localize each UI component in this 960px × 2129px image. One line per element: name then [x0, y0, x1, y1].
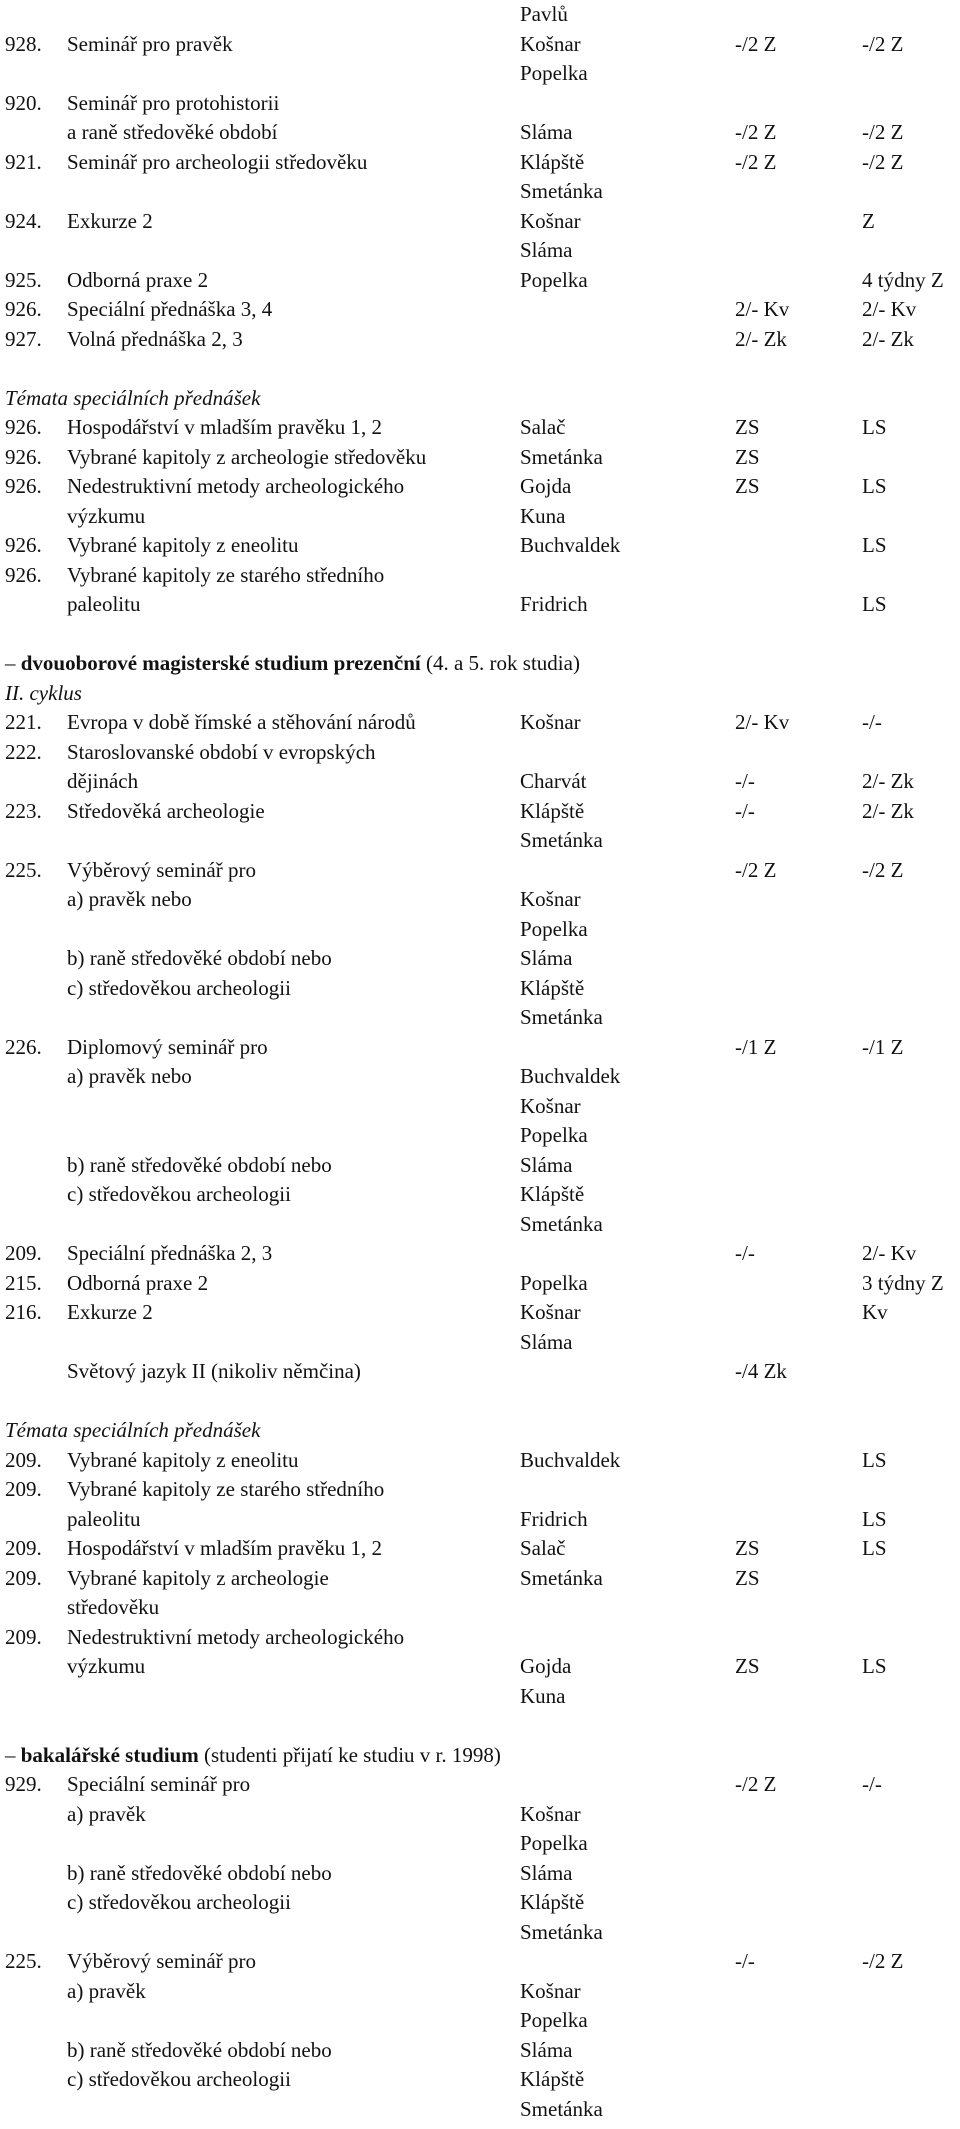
lecturer: Sláma [520, 946, 573, 970]
course-line [0, 1093, 960, 1126]
lecturer: Sláma [520, 1152, 573, 1177]
lecturer: Klápště [520, 798, 585, 823]
winter-term: -/- [735, 798, 755, 823]
lecturer: Buchvaldek [520, 1447, 621, 1472]
course-title: Odborná praxe 2 [67, 267, 209, 292]
study-program-heading [0, 653, 960, 683]
course-title: středověku [67, 1595, 160, 1619]
summer-term: 2/- Kv [862, 1241, 917, 1265]
course-title: c) středověkou archeologii [67, 2067, 291, 2091]
course-line [0, 4, 960, 34]
course-title: Vybrané kapitoly z archeologie středověku [67, 444, 427, 469]
winter-term: -/- [735, 769, 755, 793]
lecturer: Sláma [520, 1329, 573, 1354]
winter-term: 2/- Kv [735, 710, 790, 734]
course-number: 926. [5, 474, 42, 498]
course-line [0, 1034, 960, 1067]
course-title: paleolitu [67, 592, 141, 616]
course-number: 926. [5, 415, 42, 439]
course-number: 926. [5, 562, 42, 587]
lecturer: Popelka [520, 916, 588, 941]
course-title: Speciální přednáška 3, 4 [67, 297, 273, 321]
course-line [0, 503, 960, 536]
summer-term: -/2 Z [862, 120, 904, 144]
summer-term: -/2 Z [862, 1949, 904, 1973]
study-program-note: (studenti přijatí ke studiu v r. 1998) [198, 1742, 501, 1767]
course-line [0, 1211, 960, 1244]
course-line [0, 2069, 960, 2099]
course-line [0, 1270, 960, 1303]
course-line [0, 1656, 960, 1686]
lecturer: Smetánka [520, 1565, 603, 1590]
winter-term: -/2 Z [735, 120, 777, 144]
course-number: 920. [5, 90, 42, 115]
summer-term: 2/- Kv [862, 297, 917, 321]
course-line [0, 1506, 960, 1539]
course-line [0, 2037, 960, 2070]
lecturer: Fridrich [520, 1506, 588, 1531]
course-title: Staroslovanské období v evropských [67, 739, 376, 764]
course-title: a) pravěk [67, 1801, 146, 1826]
summer-term: -/1 Z [862, 1034, 904, 1059]
course-number: 929. [5, 1772, 42, 1796]
summer-term: -/2 Z [862, 857, 904, 882]
summer-term: 2/- Zk [862, 798, 914, 823]
course-line [0, 830, 960, 860]
study-program-name: dvouoborové magisterské studium prezenční [20, 651, 421, 675]
summer-term: 2/- Zk [862, 326, 914, 351]
course-line [0, 1860, 960, 1893]
course-title: Speciální přednáška 2, 3 [67, 1241, 273, 1265]
course-line [0, 1243, 960, 1273]
course-title: Seminář pro pravěk [67, 31, 233, 56]
course-title: b) raně středověké období nebo [67, 1860, 332, 1885]
course-line [0, 1978, 960, 2011]
course-line [0, 975, 960, 1008]
course-line [0, 181, 960, 211]
lecturer: Košnar [520, 208, 581, 233]
course-number: 216. [5, 1300, 42, 1324]
course-title: paleolitu [67, 1506, 141, 1531]
course-number: 215. [5, 1270, 42, 1295]
course-line [0, 1624, 960, 1657]
course-line [0, 149, 960, 182]
winter-term: -/1 Z [735, 1034, 777, 1059]
course-line [0, 889, 960, 919]
course-line [0, 594, 960, 624]
course-number: 222. [5, 739, 42, 764]
course-title: Vybrané kapitoly z archeologie [67, 1565, 329, 1590]
winter-term: -/2 Z [735, 149, 777, 174]
course-title: Vybrané kapitoly ze starého středního [67, 1477, 385, 1501]
lecturer: Popelka [520, 2008, 588, 2032]
lecturer: Smetánka [520, 179, 603, 203]
lecturer: Salač [520, 415, 566, 439]
winter-term: ZS [735, 474, 760, 498]
lecturer: Smetánka [520, 828, 603, 852]
course-line [0, 739, 960, 772]
course-title: c) středověkou archeologii [67, 975, 291, 1000]
course-line [0, 122, 960, 152]
course-title: a) pravěk nebo [67, 1064, 192, 1088]
course-line [0, 1361, 960, 1391]
course-line [0, 63, 960, 93]
section-title-line [0, 1420, 960, 1450]
winter-term: -/- [735, 1949, 755, 1973]
lecturer: Smetánka [520, 444, 603, 469]
summer-term: LS [862, 474, 887, 498]
course-line [0, 1184, 960, 1214]
summer-term: Kv [862, 1300, 888, 1324]
course-line [0, 326, 960, 359]
course-title: c) středověkou archeologii [67, 1890, 291, 1914]
section-title-line [0, 680, 960, 713]
lecturer: Sláma [520, 1860, 573, 1885]
lecturer: Sláma [520, 2037, 573, 2062]
lecturer: Popelka [520, 1123, 588, 1147]
course-number: 926. [5, 297, 42, 321]
winter-term: -/2 Z [735, 1772, 777, 1796]
course-title: Vybrané kapitoly ze starého středního [67, 562, 385, 587]
course-line [0, 417, 960, 447]
course-number: 926. [5, 444, 42, 469]
course-line [0, 1683, 960, 1716]
course-number: 226. [5, 1034, 42, 1059]
lecturer: Popelka [520, 267, 588, 292]
lecturer: Klápště [520, 1890, 585, 1914]
lecturer: Buchvaldek [520, 1064, 621, 1088]
course-number: 209. [5, 1624, 42, 1649]
lecturer: Košnar [520, 1978, 581, 2003]
course-line [0, 1447, 960, 1480]
section-title: II. cyklus [5, 680, 82, 705]
course-line [0, 1125, 960, 1155]
summer-term: 4 týdny Z [862, 267, 944, 292]
lecturer: Popelka [520, 1270, 588, 1295]
course-title: Evropa v době římské a stěhování národů [67, 710, 416, 734]
lecturer: Košnar [520, 887, 581, 911]
lecturer: Popelka [520, 1831, 588, 1855]
summer-term: LS [862, 1654, 887, 1678]
course-line [0, 771, 960, 801]
course-title: a) pravěk nebo [67, 887, 192, 911]
winter-term: -/4 Zk [735, 1359, 787, 1383]
course-title: výzkumu [67, 1654, 146, 1678]
course-line [0, 1951, 960, 1981]
course-number: 223. [5, 798, 42, 823]
lecturer: Košnar [520, 1093, 581, 1118]
winter-term: ZS [735, 1536, 760, 1560]
course-line [0, 1066, 960, 1096]
course-line [0, 948, 960, 978]
lecturer: Klápště [520, 1182, 585, 1206]
summer-term: LS [862, 1447, 887, 1472]
summer-term: 3 týdny Z [862, 1270, 944, 1295]
course-title: Vybrané kapitoly z eneolitu [67, 533, 299, 557]
lecturer: Gojda [520, 474, 572, 498]
summer-term: LS [862, 415, 887, 439]
lecturer: Košnar [520, 1300, 581, 1324]
course-line [0, 1892, 960, 1922]
course-line [0, 240, 960, 270]
summer-term: LS [862, 1506, 887, 1531]
course-title: Středověká archeologie [67, 798, 265, 823]
course-number: 924. [5, 208, 42, 233]
lecturer: Fridrich [520, 592, 588, 616]
section-title: Témata speciálních přednášek [5, 385, 261, 410]
course-line [0, 90, 960, 123]
course-title: a) pravěk [67, 1978, 146, 2003]
course-title: dějinách [67, 769, 139, 793]
summer-term: -/2 Z [862, 149, 904, 174]
course-title: Exkurze 2 [67, 1300, 153, 1324]
course-line [0, 2096, 960, 2129]
lecturer: Smetánka [520, 2096, 603, 2121]
course-line [0, 2010, 960, 2040]
course-title: Diplomový seminář pro [67, 1034, 268, 1059]
study-program-heading [0, 1742, 960, 1775]
winter-term: 2/- Zk [735, 326, 787, 351]
course-line [0, 535, 960, 565]
course-line [0, 299, 960, 329]
lecturer: Buchvaldek [520, 533, 621, 557]
section-title-line [0, 385, 960, 418]
course-title: Seminář pro protohistorii [67, 90, 280, 115]
winter-term: -/- [735, 1241, 755, 1265]
course-line [0, 712, 960, 742]
winter-term: 2/- Kv [735, 297, 790, 321]
course-title: c) středověkou archeologii [67, 1182, 291, 1206]
lecturer: Kuna [520, 1683, 566, 1708]
summer-term: -/- [862, 710, 882, 734]
summer-term: -/2 Z [862, 31, 904, 56]
course-line [0, 267, 960, 300]
course-number: 925. [5, 267, 42, 292]
summer-term: LS [862, 1536, 887, 1560]
winter-term: ZS [735, 415, 760, 439]
lecturer: Košnar [520, 710, 581, 734]
lecturer: Gojda [520, 1654, 572, 1678]
course-line [0, 1302, 960, 1332]
course-line [0, 208, 960, 241]
course-line [0, 476, 960, 506]
course-number: 927. [5, 326, 42, 351]
lecturer: Salač [520, 1536, 566, 1560]
lecturer: Košnar [520, 31, 581, 56]
lecturer: Kuna [520, 503, 566, 528]
course-line [0, 1152, 960, 1185]
course-number: 225. [5, 857, 42, 882]
course-title: b) raně středověké období nebo [67, 1152, 332, 1177]
course-line [0, 1774, 960, 1804]
course-number: 928. [5, 31, 42, 56]
course-title: b) raně středověké období nebo [67, 2037, 332, 2062]
heading-dash: – [5, 651, 21, 675]
course-line [0, 1538, 960, 1568]
winter-term: ZS [735, 444, 760, 469]
lecturer: Sláma [520, 120, 573, 144]
course-number: 209. [5, 1565, 42, 1590]
lecturer: Košnar [520, 1801, 581, 1826]
course-title: Výběrový seminář pro [67, 1949, 256, 1973]
study-program-heading-text [5, 1742, 501, 1767]
course-number: 225. [5, 1949, 42, 1973]
lecturer: Klápště [520, 149, 585, 174]
winter-term: -/2 Z [735, 857, 777, 882]
heading-dash: – [5, 1742, 21, 1767]
course-line [0, 562, 960, 595]
summer-term: -/- [862, 1772, 882, 1796]
study-program-name: bakalářské studium [20, 1742, 199, 1767]
course-number: 926. [5, 533, 42, 557]
course-line [0, 1479, 960, 1509]
course-line [0, 916, 960, 949]
lecturer: Smetánka [520, 1005, 603, 1029]
winter-term: ZS [735, 1565, 760, 1590]
course-title: Výběrový seminář pro [67, 857, 256, 882]
summer-term: LS [862, 533, 887, 557]
course-title: Světový jazyk II (nikoliv němčina) [67, 1359, 361, 1383]
summer-term: 2/- Zk [862, 769, 914, 793]
study-program-note: (4. a 5. rok studia) [420, 651, 580, 675]
course-title: Seminář pro archeologii středověku [67, 149, 368, 174]
lecturer: Charvát [520, 769, 587, 793]
lecturer: Sláma [520, 238, 573, 262]
lecturer: Klápště [520, 2067, 585, 2091]
course-title: Vybrané kapitoly z eneolitu [67, 1447, 299, 1472]
summer-term: LS [862, 592, 887, 616]
summer-term: Z [862, 208, 875, 233]
course-line [0, 1833, 960, 1863]
course-line [0, 857, 960, 890]
course-title: Hospodářství v mladším pravěku 1, 2 [67, 1536, 382, 1560]
course-line [0, 1565, 960, 1598]
course-line [0, 1919, 960, 1952]
lecturer: Popelka [520, 61, 588, 85]
winter-term: -/2 Z [735, 31, 777, 56]
course-title: výzkumu [67, 503, 146, 528]
course-line [0, 1801, 960, 1834]
course-title: Nedestruktivní metody archeologického [67, 474, 405, 498]
lecturer: Smetánka [520, 1919, 603, 1944]
course-number: 209. [5, 1536, 42, 1560]
course-line [0, 1597, 960, 1627]
course-number: 221. [5, 710, 42, 734]
course-title: Speciální seminář pro [67, 1772, 251, 1796]
lecturer: Smetánka [520, 1211, 603, 1236]
course-title: Exkurze 2 [67, 208, 153, 233]
section-title: Témata speciálních přednášek [5, 1418, 261, 1442]
course-line [0, 31, 960, 64]
course-title: a raně středověké období [67, 120, 278, 144]
course-title: Nedestruktivní metody archeologického [67, 1624, 405, 1649]
course-line [0, 798, 960, 831]
course-line [0, 444, 960, 477]
course-title: Volná přednáška 2, 3 [67, 326, 243, 351]
course-title: b) raně středověké období nebo [67, 946, 332, 970]
course-number: 209. [5, 1241, 42, 1265]
course-number: 209. [5, 1447, 42, 1472]
course-line [0, 1007, 960, 1037]
course-title: Hospodářství v mladším pravěku 1, 2 [67, 415, 382, 439]
course-line [0, 1329, 960, 1362]
lecturer: Pavlů [520, 2, 568, 26]
course-title: Odborná praxe 2 [67, 1270, 209, 1295]
course-number: 209. [5, 1477, 42, 1501]
lecturer: Klápště [520, 975, 585, 1000]
winter-term: ZS [735, 1654, 760, 1678]
course-number: 921. [5, 149, 42, 174]
study-program-heading-text [5, 653, 580, 674]
